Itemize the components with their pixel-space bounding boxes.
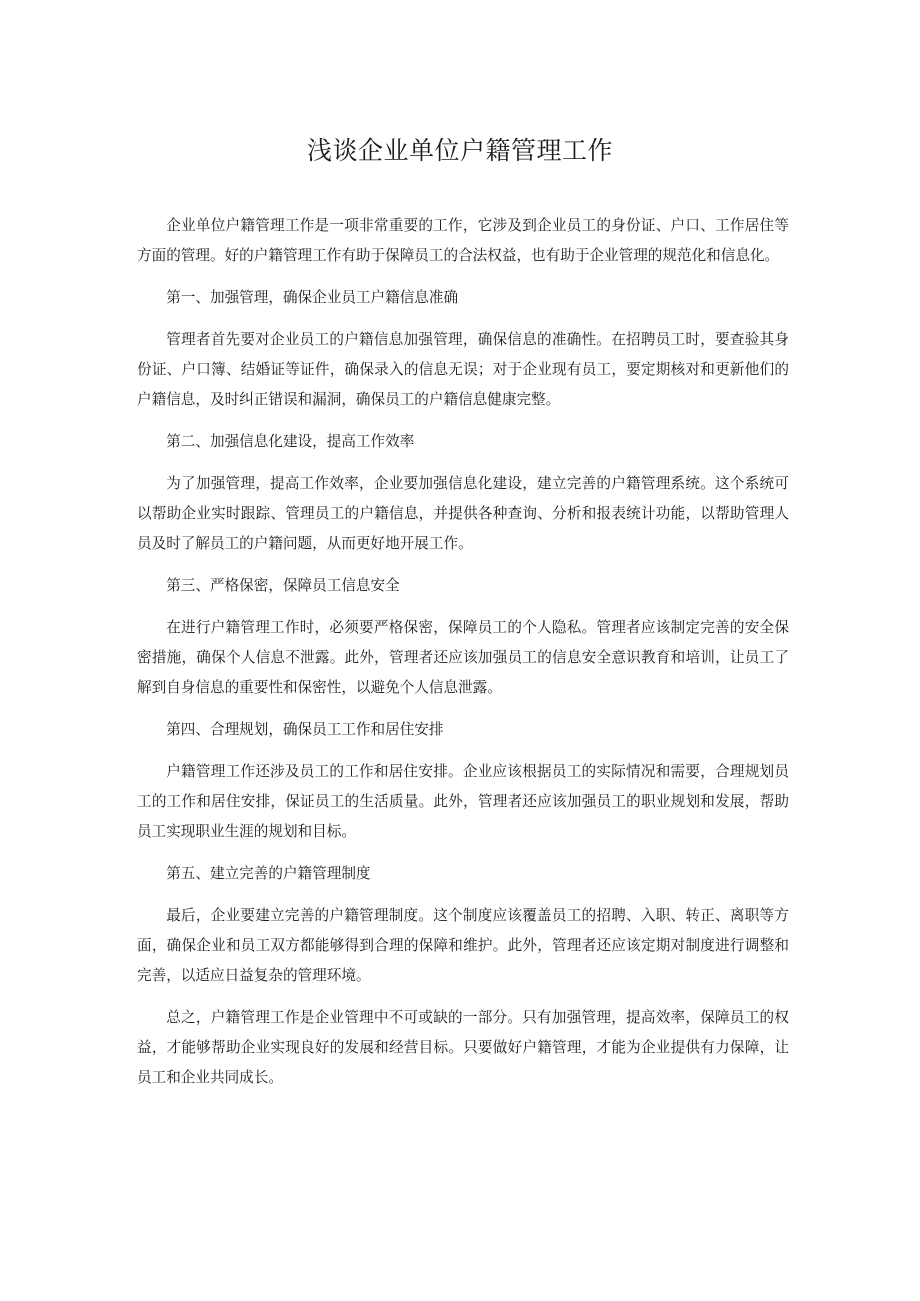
section-paragraph-5: 最后，企业要建立完善的户籍管理制度。这个制度应该覆盖员工的招聘、入职、转正、离职等方面，确保企业和员工双方都能够得到合理的保障和维护。此外，管理者还应该定期对制度进行调整和完善，以适应日益复杂的管理环境。 xyxy=(137,907,789,984)
intro-paragraph: 企业单位户籍管理工作是一项非常重要的工作，它涉及到企业员工的身份证、户口、工作居住等方面的管理。好的户籍管理工作有助于保障员工的合法权益，也有助于企业管理的规范化和信息化。 xyxy=(137,217,789,264)
section-heading-1: 第一、加强管理，确保企业员工户籍信息准确 xyxy=(166,289,459,306)
section-heading-5: 第五、建立完善的户籍管理制度 xyxy=(166,865,371,882)
section-heading-2: 第二、加强信息化建设，提高工作效率 xyxy=(166,433,415,450)
section-paragraph-2: 为了加强管理，提高工作效率，企业要加强信息化建设，建立完善的户籍管理系统。这个系统可以帮助企业实时跟踪、管理员工的户籍信息，并提供各种查询、分析和报表统计功能，以帮助管理人员及时了解员工的户籍问题，从而更好地开展工作。 xyxy=(137,475,789,552)
document-body xyxy=(137,211,789,1105)
section-heading-4: 第四、合理规划，确保员工工作和居住安排 xyxy=(166,721,444,738)
section-heading-3: 第三、严格保密，保障员工信息安全 xyxy=(166,577,400,594)
section-paragraph-3: 在进行户籍管理工作时，必须要严格保密，保障员工的个人隐私。管理者应该制定完善的安全保密措施，确保个人信息不泄露。此外，管理者还应该加强员工的信息安全意识教育和培训，让员工了解到自身信息的重要性和保密性，以避免个人信息泄露。 xyxy=(137,619,789,696)
section-paragraph-4: 户籍管理工作还涉及员工的工作和居住安排。企业应该根据员工的实际情况和需要，合理规划员工的工作和居住安排，保证员工的生活质量。此外，管理者还应该加强员工的职业规划和发展，帮助员工实现职业生涯的规划和目标。 xyxy=(137,763,789,840)
section-paragraph-1: 管理者首先要对企业员工的户籍信息加强管理，确保信息的准确性。在招聘员工时，要查验其身份证、户口簿、结婚证等证件，确保录入的信息无误；对于企业现有员工，要定期核对和更新他们的户籍信息，及时纠正错误和漏洞，确保员工的户籍信息健康完整。 xyxy=(137,331,789,408)
conclusion-paragraph: 总之，户籍管理工作是企业管理中不可或缺的一部分。只有加强管理，提高效率，保障员工的权益，才能够帮助企业实现良好的发展和经营目标。只要做好户籍管理，才能为企业提供有力保障，让员工和企业共同成长。 xyxy=(137,1009,789,1086)
document-title: 浅谈企业单位户籍管理工作 xyxy=(306,136,613,165)
